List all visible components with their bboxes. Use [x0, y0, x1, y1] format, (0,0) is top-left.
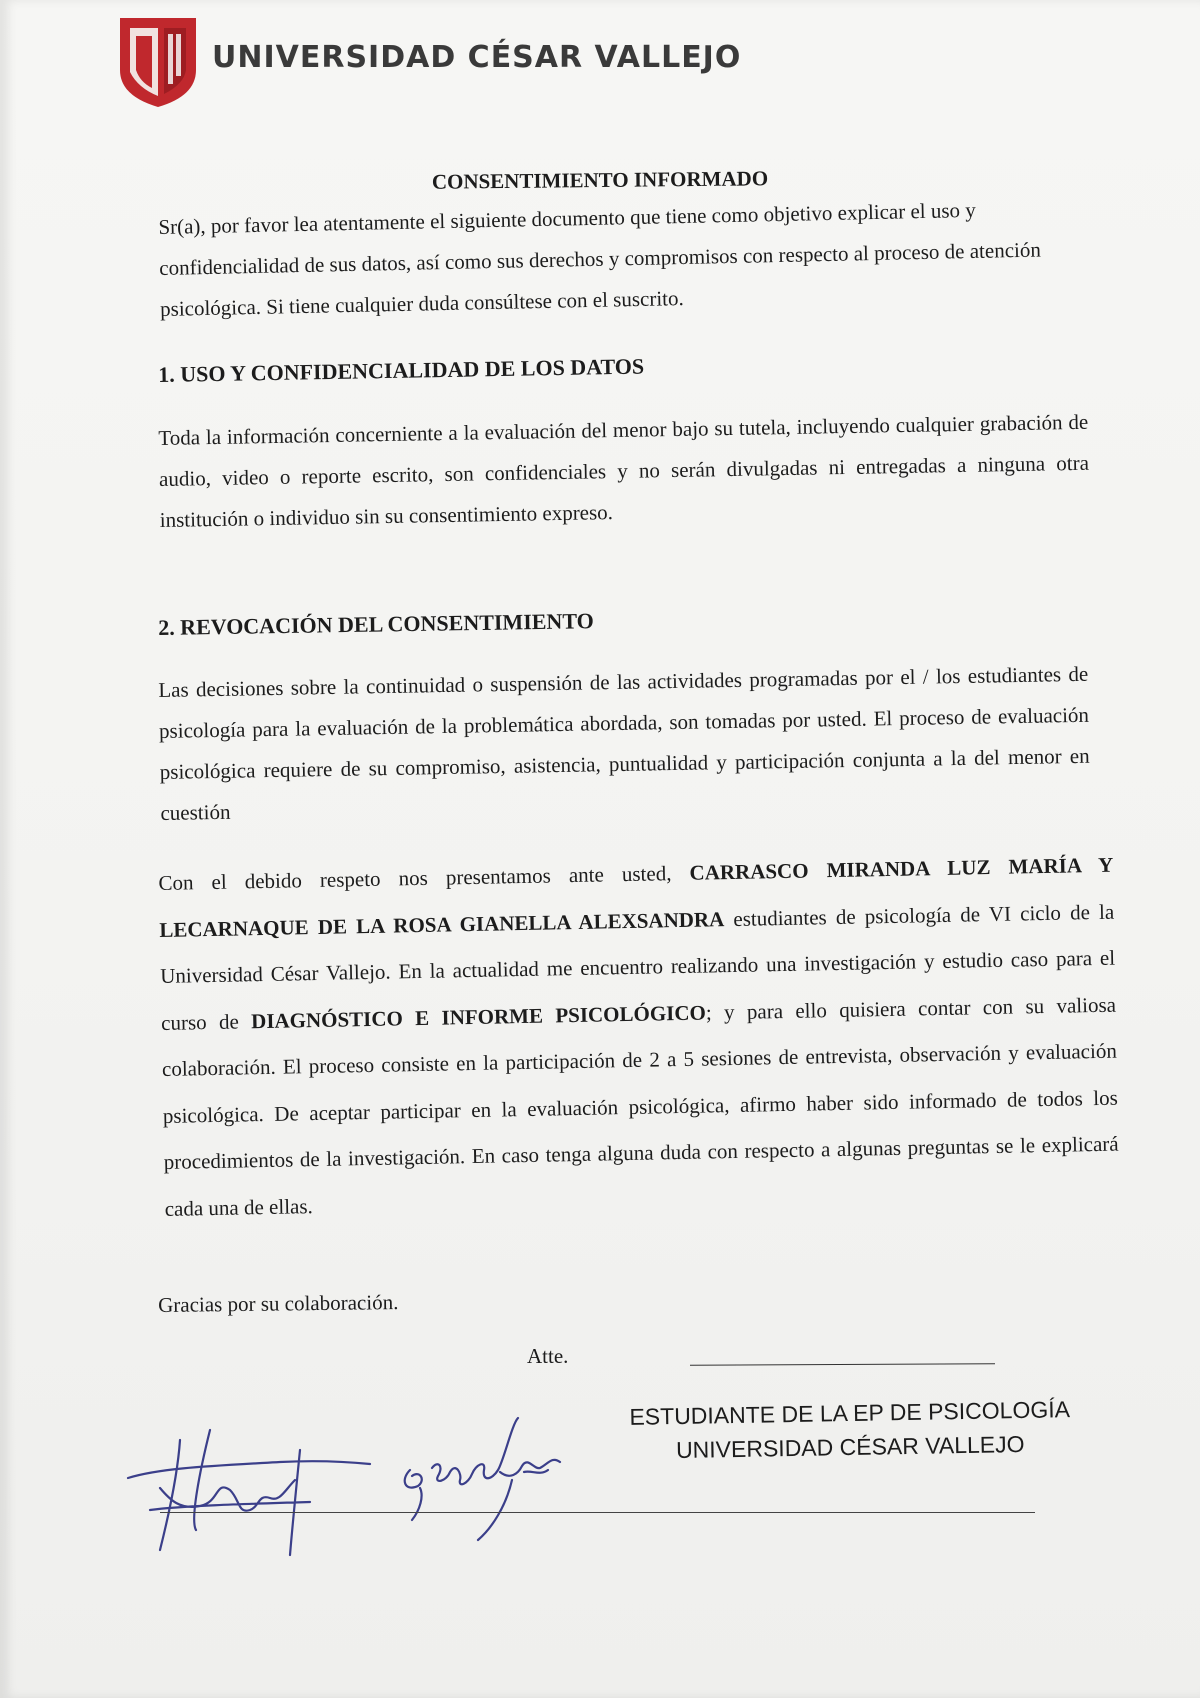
signature-title-line1: ESTUDIANTE DE LA EP DE PSICOLOGÍA — [629, 1396, 1071, 1430]
document-title: CONSENTIMIENTO INFORMADO — [431, 166, 769, 194]
signature-1 — [128, 1430, 370, 1555]
section-2-heading: 2. REVOCACIÓN DEL CONSENTIMIENTO — [158, 608, 594, 640]
university-name: UNIVERSIDAD CÉSAR VALLEJO — [212, 40, 742, 75]
section-1-heading: 1. USO Y CONFIDENCIALIDAD DE LOS DATOS — [158, 353, 645, 387]
main-paragraph — [158, 842, 1120, 1232]
thanks-line: Gracias por su colaboración. — [158, 1290, 399, 1317]
letterhead — [118, 14, 742, 109]
main-text-part3: ; y para ello quisiera contar con su valiosa colaboración. El proceso consiste en la participación de 2 a 5 sesiones de entrevista, observación y evaluación psicológica. De aceptar participar en la evaluación psicológica, afirmo haber sido informado de todos los procedimientos de la investigación. En caso tenga alguna duda con respecto a algunas preguntas se le explicará cada una de ellas. — [161, 992, 1119, 1221]
section-2-body: Las decisiones sobre la continuidad o suspensión de las actividades programadas por el / los estudiantes de psicología para la evaluación de la problemática abordada, son tomadas por usted. El proceso de evaluación psicológica requiere de su compromiso, asistencia, puntualidad y participación conjunta a la del menor en cuestión — [158, 661, 1090, 825]
closing-atte: Atte. — [527, 1344, 569, 1368]
main-text-part1: Con el debido respeto nos presentamos ante usted, — [158, 861, 672, 895]
main-text-part2: estudiantes de psicología de VI ciclo de la Universidad César Vallejo. En la actualidad me encuentro realizando una investigación y estudio caso para el curso de — [159, 899, 1116, 1035]
signature-title-line2: UNIVERSIDAD CÉSAR VALLEJO — [675, 1430, 1025, 1464]
handwritten-signatures — [120, 1410, 640, 1560]
signature-line-bottom — [160, 1512, 1035, 1513]
student-names: CARRASCO MIRANDA LUZ MARÍA Y LECARNAQUE DE LA ROSA GIANELLA ALEXSANDRA — [159, 852, 1114, 942]
course-name: DIAGNÓSTICO E INFORME PSICOLÓGICO — [250, 1000, 707, 1033]
signature-line-top — [690, 1363, 995, 1366]
ucv-shield-logo-icon — [118, 14, 198, 109]
signature-title — [589, 1391, 1110, 1468]
intro-paragraph: Sr(a), por favor lea atentamente el siguiente documento que tiene como objetivo explicar el uso y confidencialidad de sus datos, así como sus derechos y compromisos con respecto al proceso de atención psicológica. Si tiene cualquier duda consúltese con el suscrito. — [158, 197, 1042, 321]
section-1-body: Toda la información concerniente a la evaluación del menor bajo su tutela, incluyendo cualquier grabación de audio, video o reporte escrito, son confidenciales y no serán divulgadas ni entregadas a ninguna otra institución o individuo sin su consentimiento expreso. — [158, 409, 1090, 532]
signature-2 — [405, 1418, 560, 1540]
